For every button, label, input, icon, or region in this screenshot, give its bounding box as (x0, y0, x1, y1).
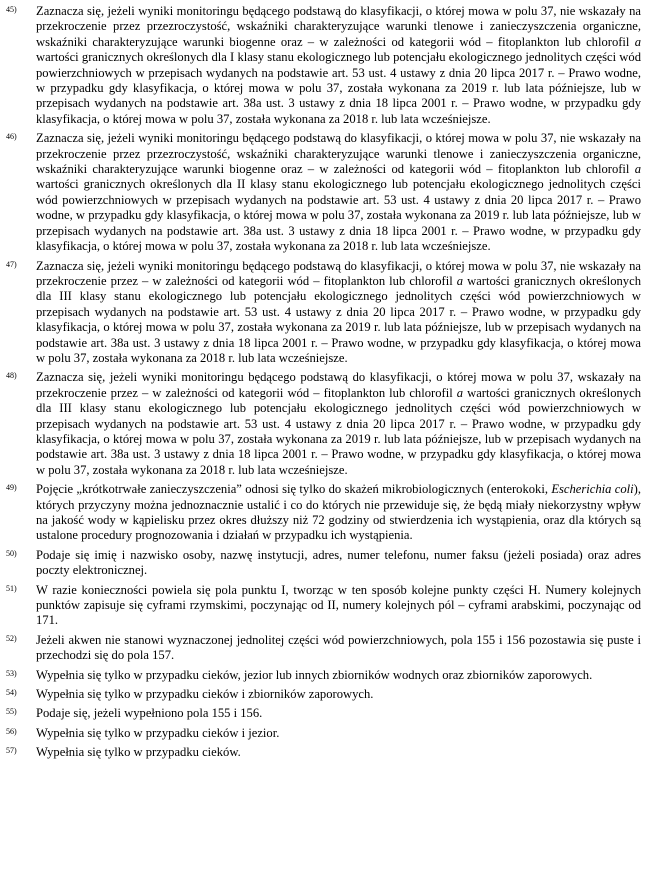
footnote-number: 45) (6, 5, 17, 14)
footnote-number: 57) (6, 746, 17, 756)
footnote-text: Wypełnia się tylko w przypadku cieków i jezior. (36, 725, 280, 740)
footnote (6, 633, 641, 664)
footnote (6, 131, 641, 254)
footnote-number: 54) (6, 688, 17, 698)
footnote-number: 56) (6, 726, 17, 736)
footnote-number: 47) (6, 259, 17, 269)
footnote-text-part: Zaznacza się, jeżeli wyniki monitoringu będącego podstawą do klasyfikacji, o której mowa w polu 37, nie wskazały na przekroczenie przez – w zależności od kategorii wód – fitoplankton lub chlorofil (36, 258, 641, 288)
footnote (6, 745, 641, 760)
footnote-text-italic: a (456, 273, 464, 288)
footnote-number: 49) (6, 483, 17, 493)
footnote-text-part: Zaznacza się, jeżeli wyniki monitoringu będącego podstawą do klasyfikacji, o której mowa w polu 37, nie wskazały na przekroczenie przez przezroczystość, wskaźniki charakteryzujące warunki tlenowe i zanieczyszczenia organiczne, wskaźniki charakteryzujące warunki biogenne oraz – w zależności od kategorii wód – fitoplankton lub chlorofil (36, 131, 641, 177)
footnote-text: W razie konieczności powiela się pola punktu I, tworząc w ten sposób kolejne punkty części H. Numery kolejnych punktów zapisuje się cyframi rzymskimi, poczynając od II, numery kolejnych pól – cyframi arabskimi, poczynając od 171. (36, 582, 641, 628)
footnote-number: 55) (6, 707, 17, 717)
footnote-text-italic: a (634, 162, 641, 177)
footnote (6, 583, 641, 629)
footnote-text-part: ), których przyczyny można jednoznacznie ustalić i co do których nie przewiduje się, że będą miały niekorzystny wpływ na jakość wody w kąpielisku przez okres dłuższy niż 72 godziny od stwierdzenia ich wystąpienia, oraz dla których są ustalone procedury prognozowania i działań w przypadku ich wystąpienia. (36, 482, 642, 543)
footnote-text (36, 131, 641, 254)
footnote (6, 687, 641, 702)
footnote-text-part: wartości granicznych określonych dla III klasy stanu ekologicznego lub potencjału ekologicznego jednolitych części wód powierzchniowych w przepisach wydanych na podstawie art. 53 ust. 4 ustawy z dnia 20 lipca 2017 r. – Prawo wodne, w przypadku gdy klasyfikacja, o której mowa w polu 37, została wykonana za 2019 r. lub lata późniejsze, lub w przepisach wydanych na podstawie art. 38a ust. 3 ustawy z dnia 18 lipca 2001 r. – Prawo wodne, w przypadku gdy klasyfikacja, o której mowa w polu 37, została wykonana za 2018 r. lub lata wcześniejsze. (36, 385, 641, 477)
footnote-text (36, 370, 641, 478)
footnote-text: Wypełnia się tylko w przypadku cieków i zbiorników zaporowych. (36, 687, 374, 702)
footnote (6, 726, 641, 741)
footnote-number: 53) (6, 668, 17, 678)
footnote-text: Podaje się, jeżeli wypełniono pola 155 i 156. (36, 706, 263, 721)
footnote-text: Wypełnia się tylko w przypadku cieków. (36, 745, 241, 760)
footnote-text-part: wartości granicznych określonych dla II klasy stanu ekologicznego lub potencjału ekologicznego jednolitych części wód powierzchniowych w przepisach wydanych na podstawie art. 53 ust. 4 ustawy z dnia 20 lipca 2017 r. – Prawo wodne, w przypadku gdy klasyfikacja, o której mowa w polu 37, została wykonana za 2019 r. lub lata późniejsze, lub w przepisach wydanych na podstawie art. 38a ust. 3 ustawy z dnia 18 lipca 2001 r. – Prawo wodne, w przypadku gdy klasyfikacja, o której mowa w polu 37, została wykonana za 2018 r. lub lata wcześniejsze. (36, 177, 641, 254)
footnote-text-part: Zaznacza się, jeżeli wyniki monitoringu będącego podstawą do klasyfikacji, o której mowa w polu 37, nie wskazały na przekroczenie przez przezroczystość, wskaźniki charakteryzujące warunki tlenowe i zanieczyszczenia organiczne, wskaźniki charakteryzujące warunki biogenne oraz – w zależności od kategorii wód – fitoplankton lub chlorofil (36, 4, 641, 49)
footnote-text-part: wartości granicznych określonych dla III klasy stanu ekologicznego lub potencjału ekologicznego jednolitych części wód powierzchniowych w przepisach wydanych na podstawie art. 53 ust. 4 ustawy z dnia 20 lipca 2017 r. – Prawo wodne, w przypadku gdy klasyfikacja, o której mowa w polu 37, została wykonana za 2019 r. lub lata późniejsze, lub w przepisach wydanych na podstawie art. 38a ust. 3 ustawy z dnia 18 lipca 2001 r. – Prawo wodne, w przypadku gdy klasyfikacja, o której mowa w polu 37, została wykonana za 2018 r. lub lata wcześniejsze. (36, 273, 641, 365)
footnote-text: Jeżeli akwen nie stanowi wyznaczonej jednolitej części wód powierzchniowych, pola 155 i 156 pozostawia się puste i przechodzi się do pola 157. (36, 632, 641, 663)
footnote-text: Podaje się imię i nazwisko osoby, nazwę instytucji, adres, numer telefonu, numer faksu (jeżeli posiada) oraz adres poczty elektronicznej. (36, 547, 641, 578)
footnote (6, 668, 641, 683)
footnote-text-italic: a (456, 385, 464, 400)
footnote-text-italic: a (634, 34, 641, 49)
footnote-text (36, 259, 641, 367)
footnote-number: 50) (6, 548, 17, 558)
footnote (6, 706, 641, 721)
footnote-text-italic: Escherichia coli (551, 482, 634, 497)
footnote (6, 370, 641, 478)
footnote-text (36, 4, 641, 127)
footnote-number: 48) (6, 371, 17, 381)
footnote-number: 52) (6, 633, 17, 643)
footnote-number: 46) (6, 132, 17, 142)
footnote (6, 259, 641, 367)
footnote-text (36, 482, 641, 544)
footnote (6, 482, 641, 544)
footnote-text: Wypełnia się tylko w przypadku cieków, jezior lub innych zbiorników wodnych oraz zbiorników zaporowych. (36, 667, 593, 682)
footnote-text-part: Pojęcie „krótkotrwałe zanieczyszczenia” odnosi się tylko do skażeń mikrobiologicznych (enterokoki, (36, 482, 552, 497)
footnote (6, 548, 641, 579)
footnote (6, 4, 641, 127)
footnote-number: 51) (6, 583, 17, 593)
footnote-text-part: wartości granicznych określonych dla I klasy stanu ekologicznego lub potencjału ekologicznego jednolitych części wód powierzchniowych w przepisach wydanych na podstawie art. 53 ust. 4 ustawy z dnia 20 lipca 2017 r. – Prawo wodne, w przypadku gdy klasyfikacja, o której mowa w polu 37, została wykonana za 2019 r. lub lata późniejsze, lub w przepisach wydanych na podstawie art. 38a ust. 3 ustawy z dnia 18 lipca 2001 r. – Prawo wodne, w przypadku gdy klasyfikacja, o której mowa w polu 37, została wykonana za 2018 r. lub lata wcześniejsze. (36, 50, 641, 126)
footnote-text-part: Zaznacza się, jeżeli wyniki monitoringu będącego podstawą do klasyfikacji, o której mowa w polu 37, wskazały na przekroczenie przez – w zależności od kategorii wód – fitoplankton lub chlorofil (36, 370, 641, 400)
